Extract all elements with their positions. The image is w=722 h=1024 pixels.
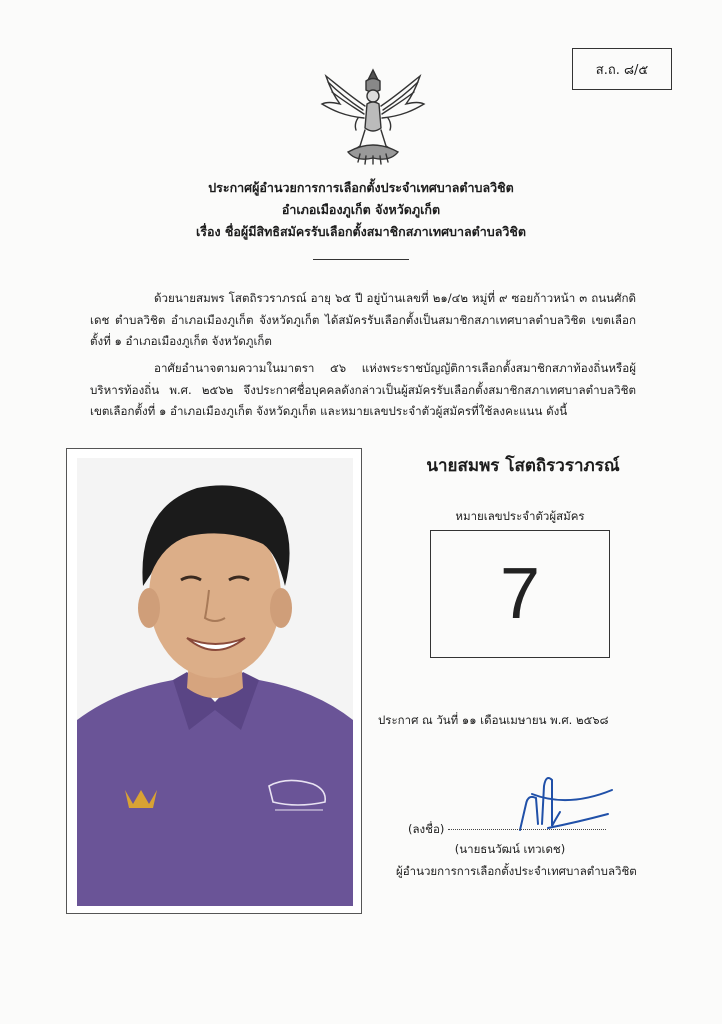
form-code-box: ส.ถ. ๘/๕ bbox=[572, 48, 672, 90]
signature-label: (ลงชื่อ) bbox=[408, 822, 445, 836]
title-line-1: ประกาศผู้อำนวยการการเลือกตั้งประจำเทศบาลตำบลวิชิต bbox=[208, 180, 514, 195]
paragraph-2: อาศัยอำนาจตามความในมาตรา ๕๖ แห่งพระราชบัญญัติการเลือกตั้งสมาชิกสภาท้องถิ่นหรือผู้บริหารท้องถิ่น พ.ศ. ๒๕๖๒ จึงประกาศชื่อบุคคลดังกล่าวเป็นผู้สมัครรับเลือกตั้งสมาชิกสภาเทศบาลตำบลวิชิต เขตเลือกตั้งที่ ๑ อำเภอเมืองภูเก็ต จังหวัดภูเก็ต และหมายเลขประจำตัวผู้สมัครที่ใช้ลงคะแนน ดังนี้ bbox=[90, 361, 636, 418]
paragraph-1: ด้วยนายสมพร โสตถิรวราภรณ์ อายุ ๖๕ ปี อยู่บ้านเลขที่ ๒๑/๔๒ หมู่ที่ ๙ ซอยก้าวหน้า ๓ ถนนศักดิเดช ตำบลวิชิต อำเภอเมืองภูเก็ต จังหวัดภูเก็ต ได้สมัครรับเลือกตั้งเป็นสมาชิกสภาเทศบาลตำบลวิชิต เขตเลือกตั้งที่ ๑ อำเภอเมืองภูเก็ต จังหวัดภูเก็ต bbox=[90, 291, 636, 348]
candidate-number-label: หมายเลขประจำตัวผู้สมัคร bbox=[455, 509, 585, 523]
candidate-photo bbox=[77, 458, 353, 906]
signer-position: ผู้อำนวยการการเลือกตั้งประจำเทศบาลตำบลวิชิต bbox=[396, 864, 637, 878]
garuda-emblem-icon bbox=[318, 66, 428, 166]
candidate-number: 7 bbox=[499, 554, 541, 634]
candidate-name: นายสมพร โสตถิรวราภรณ์ bbox=[426, 456, 620, 476]
signature-line bbox=[448, 817, 606, 830]
candidate-number-box bbox=[430, 530, 610, 658]
title-line-3: เรื่อง ชื่อผู้มีสิทธิสมัครรับเลือกตั้งสมาชิกสภาเทศบาลตำบลวิชิต bbox=[195, 224, 527, 239]
signer-name: (นายธนวัฒน์ เทวเดช) bbox=[454, 842, 566, 856]
title-line-2: อำเภอเมืองภูเก็ต จังหวัดภูเก็ต bbox=[281, 202, 441, 217]
title-divider bbox=[313, 259, 409, 260]
announcement-date: ประกาศ ณ วันที่ ๑๑ เดือนเมษายน พ.ศ. ๒๕๖๘ bbox=[378, 713, 609, 727]
